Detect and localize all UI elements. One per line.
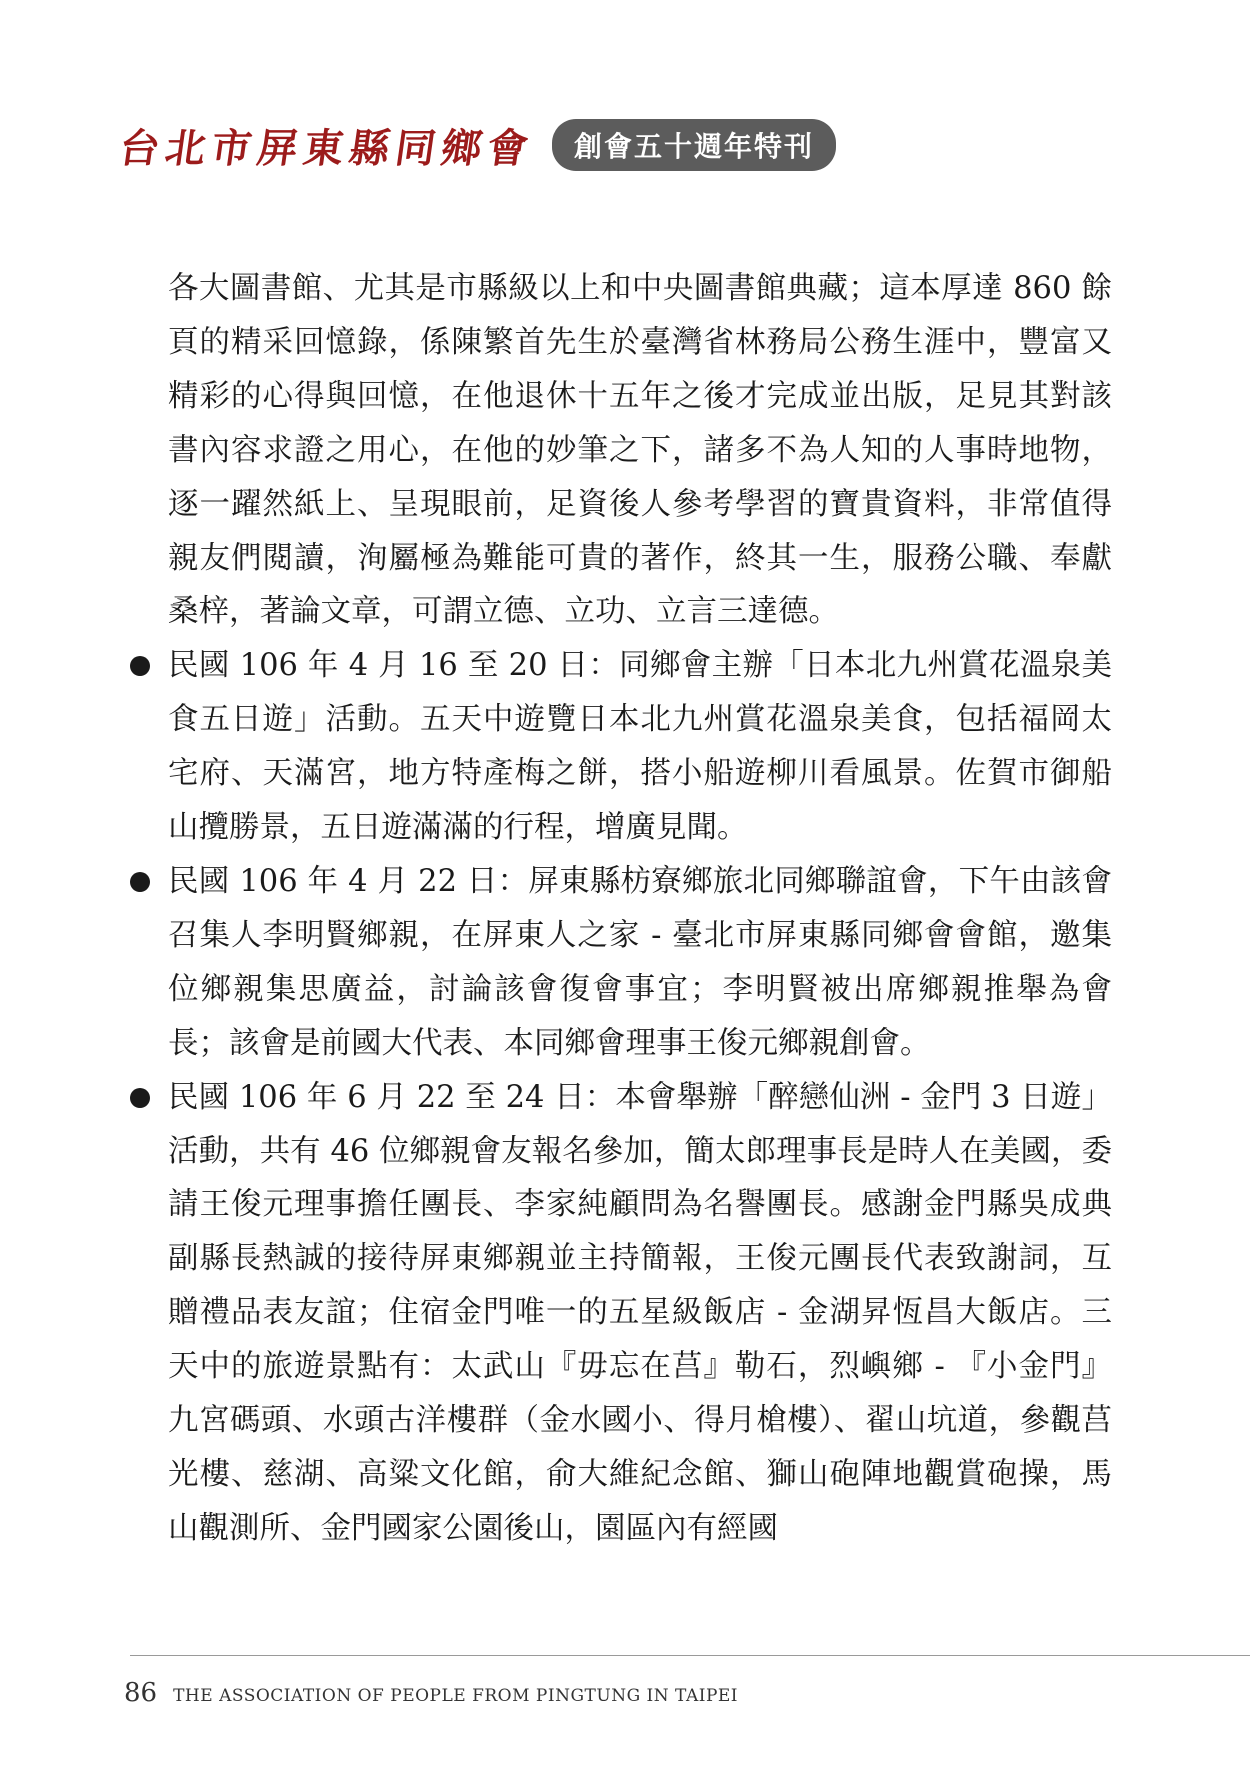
list-item-text: 民國 106 年 6 月 22 至 24 日：本會舉辦「醉戀仙洲 - 金門 3 日遊」活動，共有 46 位鄉親會友報名參加，簡太郎理事長是時人在美國，委請王俊元理事擔任團長、李家純顧問為名譽團長。感謝金門縣吳成典副縣長熱誠的接待屏東鄉親並主持簡報，王俊元團長代表致謝詞，互贈禮品表友誼；住宿金門唯一的五星級飯店 - 金湖昇恆昌大飯店。三天中的旅遊景點有：太武山『毋忘在莒』勒石，烈嶼鄉 - 『小金門』九宮碼頭、水頭古洋樓群（金水國小、得月槍樓）、翟山坑道，參觀莒光樓、慈湖、高粱文化館，俞大維紀念館、獅山砲陣地觀賞砲操，馬山觀測所、金門國家公園後山，園區內有經國 [168, 1079, 1112, 1546]
article-body [168, 262, 1112, 1556]
bullet-icon [130, 656, 150, 676]
intro-paragraph: 各大圖書館、尤其是市縣級以上和中央圖書館典藏；這本厚達 860 餘頁的精采回憶錄，係陳繁首先生於臺灣省林務局公務生涯中，豐富又精彩的心得與回憶，在他退休十五年之後才完成並出版，足見其對該書內容求證之用心，在他的妙筆之下，諸多不為人知的人事時地物，逐一躍然紙上、呈現眼前，足資後人參考學習的寶貴資料，非常值得親友們閱讀，洵屬極為難能可貴的著作，終其一生，服務公職、奉獻桑梓，著論文章，可謂立德、立功、立言三達德。 [168, 271, 1112, 630]
bullet-icon [130, 1088, 150, 1108]
list-item [168, 1071, 1112, 1556]
page-number: 86 [124, 1678, 158, 1708]
page-footer [124, 1678, 738, 1708]
list-item-text: 民國 106 年 4 月 22 日：屏東縣枋寮鄉旅北同鄉聯誼會，下午由該會召集人李明賢鄉親，在屏東人之家 - 臺北市屏東縣同鄉會會館，邀集位鄉親集思廣益，討論該會復會事宜；李明賢被出席鄉親推舉為會長；該會是前國大代表、本同鄉會理事王俊元鄉親創會。 [168, 863, 1112, 1061]
anniversary-badge: 創會五十週年特刊 [552, 119, 836, 171]
list-item-text: 民國 106 年 4 月 16 至 20 日：同鄉會主辦「日本北九州賞花溫泉美食五日遊」活動。五天中遊覽日本北九州賞花溫泉美食，包括福岡太宅府、天滿宮，地方特產梅之餅，搭小船遊柳川看風景。佐賀市御船山攬勝景，五日遊滿滿的行程，增廣見聞。 [168, 648, 1112, 846]
publication-name: THE ASSOCIATION OF PEOPLE FROM PINGTUNG IN TAIPEI [173, 1686, 739, 1706]
bullet-icon [130, 872, 150, 892]
list-item [168, 855, 1112, 1071]
list-item [168, 639, 1112, 855]
page-header [116, 110, 836, 180]
footer-divider [130, 1655, 1250, 1656]
association-brand: 台北市屏東縣同鄉會 [116, 124, 537, 172]
